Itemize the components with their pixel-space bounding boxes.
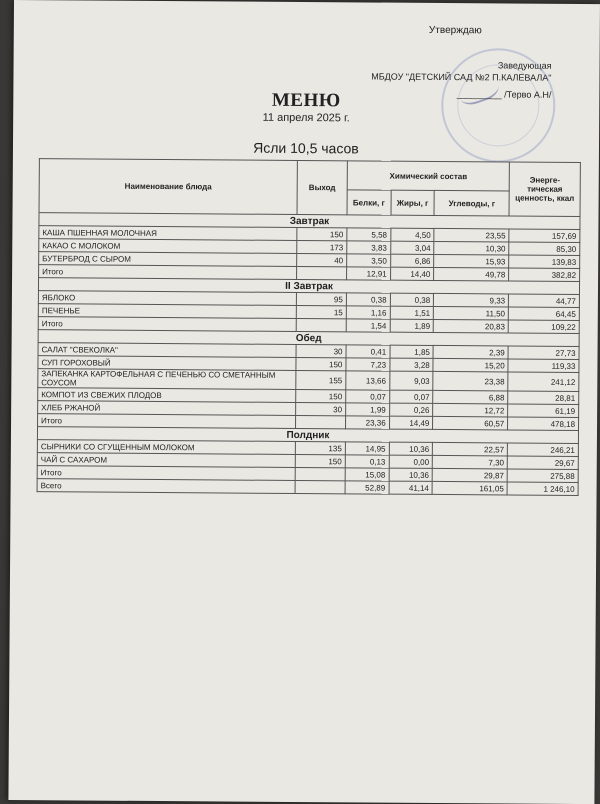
age-group: Ясли 10,5 часов	[253, 139, 359, 157]
dish-output: 30	[296, 344, 346, 357]
dish-carbs: 23,55	[434, 228, 509, 242]
dish-protein: 5,58	[347, 228, 391, 241]
dish-output: 15	[296, 305, 346, 318]
dish-carbs: 6,88	[433, 390, 508, 404]
grand-total-energy: 1 246,10	[507, 482, 578, 495]
head-position: Заведующая	[497, 60, 552, 71]
dish-protein: 13,66	[346, 371, 390, 390]
total-energy: 275,88	[507, 469, 578, 482]
dish-energy: 246,21	[508, 443, 579, 456]
dish-fat: 0,26	[389, 403, 433, 416]
dish-protein: 14,95	[345, 442, 389, 455]
dish-output: 40	[297, 253, 347, 266]
dish-protein: 3,83	[347, 241, 391, 254]
dish-fat: 1,51	[390, 306, 434, 319]
column-header-energy: Энерге-тическая ценность, ккал	[509, 162, 580, 216]
dish-fat: 6,86	[390, 254, 434, 267]
total-energy: 382,82	[509, 268, 580, 281]
total-label: Итого	[39, 265, 297, 280]
total-carbs: 49,78	[434, 267, 509, 281]
total-fat: 14,49	[389, 416, 433, 429]
document-date: 11 апреля 2025 г.	[262, 111, 350, 125]
grand-total-protein: 52,89	[345, 481, 389, 494]
total-label: Итого	[38, 317, 296, 332]
document-title: МЕНЮ	[271, 89, 341, 112]
dish-carbs: 9,33	[434, 293, 509, 307]
dish-protein: 0,38	[346, 293, 390, 306]
approve-label: Утверждаю	[428, 24, 482, 37]
dish-output: 155	[296, 370, 346, 389]
menu-table	[37, 158, 581, 496]
dish-carbs: 22,57	[433, 442, 508, 456]
total-output	[295, 467, 345, 480]
section-title: II Завтрак	[38, 278, 579, 295]
dish-fat: 0,00	[389, 455, 433, 468]
total-label: Итого	[38, 414, 296, 429]
total-carbs: 29,87	[432, 468, 507, 482]
dish-protein: 1,99	[346, 403, 390, 416]
dish-name: ПЕЧЕНЬЕ	[38, 304, 296, 319]
signatory-name: _________ /Терво А.Н/	[456, 89, 552, 100]
dish-energy: 61,19	[508, 404, 579, 417]
menu-sheet	[8, 0, 600, 804]
dish-protein: 0,41	[346, 345, 390, 358]
dish-energy: 44,77	[509, 294, 580, 307]
dish-output: 150	[295, 454, 345, 467]
total-energy: 109,22	[508, 320, 579, 333]
dish-fat: 3,28	[390, 358, 434, 371]
dish-name: КАКАО С МОЛОКОМ	[39, 239, 297, 254]
dish-carbs: 2,39	[433, 345, 508, 359]
dish-carbs: 12,72	[433, 403, 508, 417]
total-output	[296, 415, 346, 428]
dish-protein: 0,13	[345, 455, 389, 468]
dish-name: СУП ГОРОХОВЫЙ	[38, 356, 296, 371]
dish-output: 135	[295, 441, 345, 454]
dish-energy: 139,83	[509, 255, 580, 268]
dish-energy: 85,30	[509, 242, 580, 255]
total-output	[296, 318, 346, 331]
column-header-chem: Химический состав	[347, 161, 509, 191]
dish-name: КАША ПШЕННАЯ МОЛОЧНАЯ	[39, 226, 297, 241]
dish-name: САЛАТ "СВЕКОЛКА"	[38, 343, 296, 358]
dish-fat: 10,36	[389, 442, 433, 455]
dish-protein: 1,16	[346, 306, 390, 319]
dish-carbs: 7,30	[433, 455, 508, 469]
section-title: Завтрак	[39, 213, 580, 230]
dish-fat: 3,04	[390, 241, 434, 254]
dish-energy: 241,12	[508, 372, 579, 391]
column-header-fat: Жиры, г	[391, 190, 435, 215]
grand-total-fat: 41,14	[389, 481, 433, 494]
total-label: Итого	[37, 466, 295, 481]
total-protein: 12,91	[346, 267, 390, 280]
section-title: Полдник	[37, 427, 578, 444]
dish-energy: 119,33	[508, 359, 579, 372]
dish-protein: 3,50	[347, 254, 391, 267]
column-header-carbs: Углеводы, г	[434, 190, 509, 216]
grand-total-row	[37, 479, 578, 496]
dish-name: ЯБЛОКО	[38, 291, 296, 306]
grand-total-output	[295, 480, 345, 493]
dish-carbs: 10,30	[434, 241, 509, 255]
column-header-output: Выход	[297, 160, 347, 214]
dish-carbs: 15,20	[433, 358, 508, 372]
dish-name: ЧАЙ С САХАРОМ	[37, 453, 295, 468]
dish-energy: 28,81	[508, 391, 579, 404]
total-protein: 1,54	[346, 319, 390, 332]
total-fat: 10,36	[389, 468, 433, 481]
total-protein: 23,36	[345, 416, 389, 429]
total-energy: 478,18	[508, 417, 579, 430]
total-output	[297, 266, 347, 279]
column-header-protein: Белки, г	[347, 190, 391, 215]
dish-fat: 0,07	[389, 390, 433, 403]
total-fat: 1,89	[390, 319, 434, 332]
dish-fat: 4,50	[390, 228, 434, 241]
menu-table-body	[37, 213, 580, 496]
dish-carbs: 15,93	[434, 254, 509, 268]
total-protein: 15,08	[345, 468, 389, 481]
total-fat: 14,40	[390, 267, 434, 280]
dish-fat: 0,38	[390, 293, 434, 306]
dish-output: 150	[297, 227, 347, 240]
dish-energy: 64,45	[508, 307, 579, 320]
dish-name: ХЛЕБ РЖАНОЙ	[38, 401, 296, 416]
grand-total-label: Всего	[37, 479, 295, 494]
dish-name: КОМПОТ ИЗ СВЕЖИХ ПЛОДОВ	[38, 388, 296, 403]
dish-output: 150	[296, 357, 346, 370]
dish-protein: 7,23	[346, 358, 390, 371]
dish-name: БУТЕРБРОД С СЫРОМ	[39, 252, 297, 267]
section-title: Обед	[38, 330, 579, 347]
column-header-name: Наименование блюда	[39, 159, 297, 215]
dish-fat: 1,85	[390, 345, 434, 358]
dish-output: 30	[296, 402, 346, 415]
dish-carbs: 23,38	[433, 371, 508, 391]
dish-output: 150	[296, 389, 346, 402]
dish-name: ЗАПЕКАНКА КАРТОФЕЛЬНАЯ С ПЕЧЕНЬЮ СО СМЕТАННЫМ СОУСОМ	[38, 369, 296, 390]
dish-energy: 29,67	[507, 456, 578, 469]
total-carbs: 20,83	[434, 319, 509, 333]
dish-name: СЫРНИКИ СО СГУЩЕННЫМ МОЛОКОМ	[37, 440, 295, 455]
dish-output: 173	[297, 240, 347, 253]
dish-energy: 157,69	[509, 229, 580, 242]
dish-carbs: 11,50	[434, 306, 509, 320]
organization-name: МБДОУ "ДЕТСКИЙ САД №2 П.КАЛЕВАЛА"	[371, 71, 552, 83]
dish-energy: 27,73	[508, 346, 579, 359]
total-carbs: 60,57	[433, 416, 508, 430]
dish-protein: 0,07	[346, 390, 390, 403]
dish-output: 95	[296, 292, 346, 305]
grand-total-carbs: 161,05	[432, 481, 507, 495]
dish-fat: 9,03	[389, 371, 433, 390]
